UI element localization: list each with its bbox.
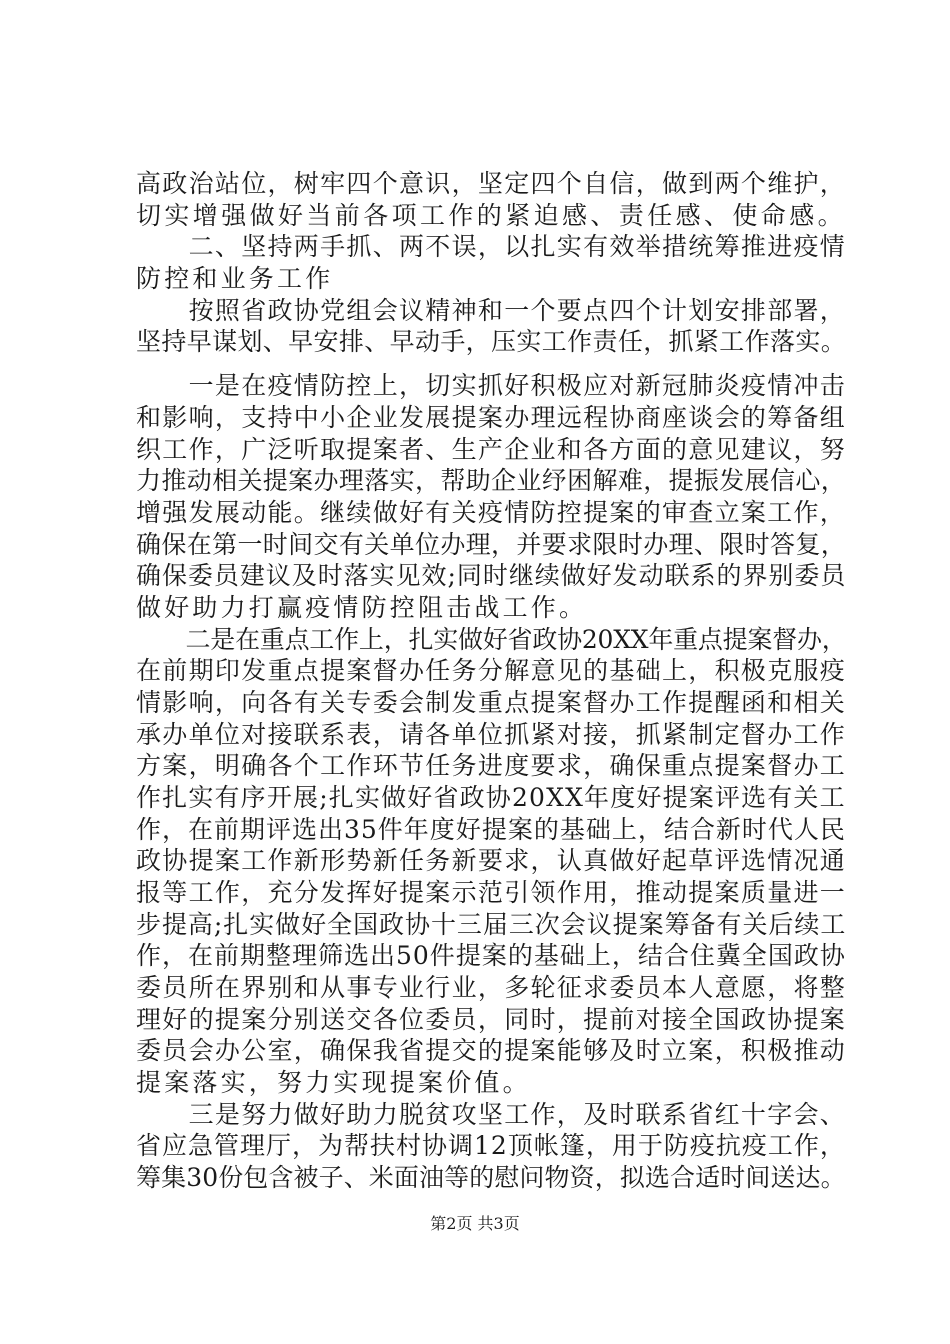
body-text-line: 织工作，广泛听取提案者、生产企业和各方面的意见建议，努 (136, 435, 847, 464)
body-text-line: 委员所在界别和从事专业行业，多轮征求委员本人意愿，将整 (136, 973, 847, 1002)
body-text-line: 政协提案工作新形势新任务新要求，认真做好起草评选情况通 (136, 846, 847, 875)
body-text-line: 确保在第一时间交有关单位办理，并要求限时办理、限时答复， (136, 530, 847, 559)
body-text-line: 在前期印发重点提案督办任务分解意见的基础上，积极克服疫 (136, 656, 847, 685)
body-text-line: 承办单位对接联系表，请各单位抓紧对接，抓紧制定督办工作 (136, 720, 847, 749)
body-text-line: 确保委员建议及时落实见效;同时继续做好发动联系的界别委员 (136, 561, 847, 590)
section-heading-line: 防控和业务工作 (136, 264, 334, 293)
body-text-line: 按照省政协党组会议精神和一个要点四个计划安排部署， (136, 296, 847, 325)
body-text-line: 方案，明确各个工作环节任务进度要求，确保重点提案督办工 (136, 751, 847, 780)
body-text-line: 步提高;扎实做好全国政协十三届三次会议提案筹备有关后续工 (136, 910, 847, 939)
body-text-line: 报等工作，充分发挥好提案示范引领作用，推动提案质量进一 (136, 878, 847, 907)
body-text-line: 一是在疫情防控上，切实抓好积极应对新冠肺炎疫情冲击 (136, 371, 847, 400)
body-text-line: 二是在重点工作上，扎实做好省政协20XX年重点提案督办， (136, 625, 847, 654)
body-text-line: 力推动相关提案办理落实，帮助企业纾困解难，提振发展信心， (136, 466, 847, 495)
section-heading-line: 二、坚持两手抓、两不误，以扎实有效举措统筹推进疫情 (136, 232, 847, 261)
body-text-line: 切实增强做好当前各项工作的紧迫感、责任感、使命感。 (136, 201, 847, 230)
body-text-line: 增强发展动能。继续做好有关疫情防控提案的审查立案工作， (136, 498, 847, 527)
body-text-line: 理好的提案分别送交各位委员，同时，提前对接全国政协提案 (136, 1005, 847, 1034)
body-text-line: 高政治站位，树牢四个意识，坚定四个自信，做到两个维护， (136, 169, 847, 198)
body-text-line: 做好助力打赢疫情防控阻击战工作。 (136, 593, 588, 622)
body-text-line: 提案落实，努力实现提案价值。 (136, 1068, 531, 1097)
body-text-line: 筹集30份包含被子、米面油等的慰问物资，拟选合适时间送达。 (136, 1163, 846, 1192)
body-text-line: 省应急管理厅，为帮扶村协调12顶帐篷，用于防疫抗疫工作， (136, 1131, 846, 1160)
body-text-line: 作，在前期评选出35件年度好提案的基础上，结合新时代人民 (136, 815, 846, 844)
body-text-line: 三是努力做好助力脱贫攻坚工作，及时联系省红十字会、 (136, 1100, 847, 1129)
page-number-footer: 第2页 共3页 (430, 1214, 520, 1233)
body-text-line: 作扎实有序开展;扎实做好省政协20XX年度好提案评选有关工 (136, 783, 846, 812)
body-text-line: 坚持早谋划、早安排、早动手，压实工作责任，抓紧工作落实。 (136, 327, 847, 356)
body-text-line: 作，在前期整理筛选出50件提案的基础上，结合住冀全国政协 (136, 941, 846, 970)
body-text-line: 委员会办公室，确保我省提交的提案能够及时立案，积极推动 (136, 1036, 847, 1065)
body-text-line: 情影响，向各有关专委会制发重点提案督办工作提醒函和相关 (136, 688, 847, 717)
body-text-line: 和影响，支持中小企业发展提案办理远程协商座谈会的筹备组 (136, 403, 847, 432)
